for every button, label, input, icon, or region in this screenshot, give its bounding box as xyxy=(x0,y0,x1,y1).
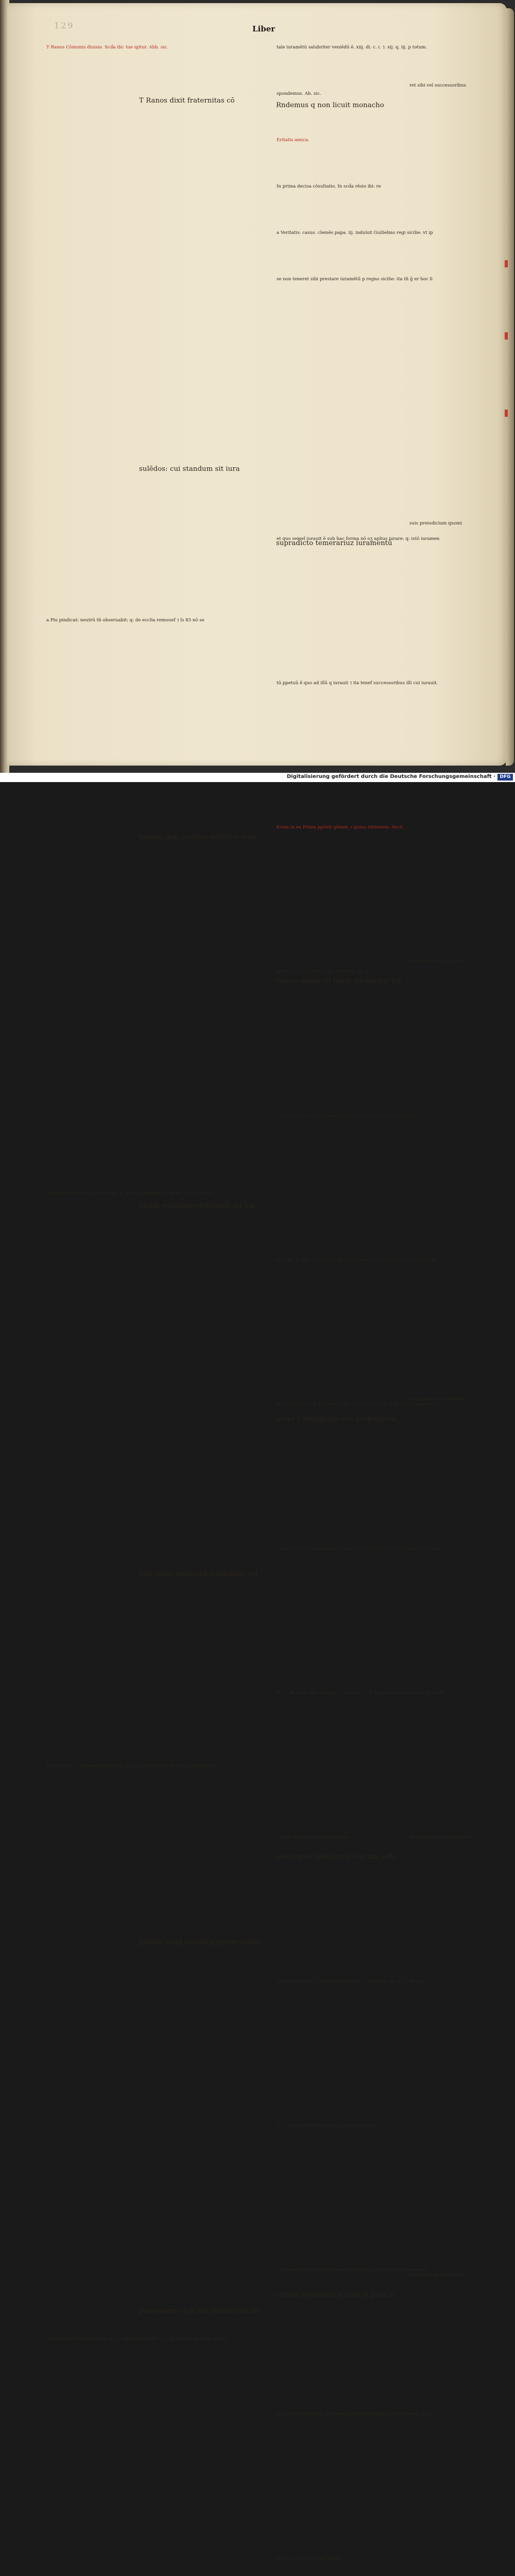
page-tab-marker xyxy=(505,410,508,417)
gloss-line: T Ranos Cōmunis diuisio. Scḋa ibi: tue igitur. Abb. sic. xyxy=(46,45,168,50)
dfg-logo: DFG xyxy=(497,774,513,781)
gloss-line: da rñsionis illationem ibi. ceterum. Ab. si. xyxy=(277,969,371,974)
gloss-line: et quo semel iurauit ē sub hac forma nō oʒ aplius iurare: q: istō iuramen xyxy=(277,536,440,541)
gloss-line: in iuramēto iteruenire. xxij. q. iij. aīaduertendum. ⁊.q. iiij. in mal. sicut. n. in iura xyxy=(46,2336,228,2342)
text-line: iurādi religione cōstringūt ad ma xyxy=(139,1202,255,1210)
page-fore-edge xyxy=(506,8,514,766)
gloss-line: in. c. nos sanctorū iuratos. ⁊ Aler. s. eo. si vo. xyxy=(277,2123,378,2128)
gloss-line: Erum in ea Prima ppōnit qōnem ⁊ ipsius rñsionem. Secū xyxy=(277,825,403,830)
text-line: geret ⁊ stabilitatis sue propositum xyxy=(276,1415,396,1423)
right-side-gloss xyxy=(409,82,483,2278)
gloss-line: vanum metū non auditur aliquis. xyxy=(277,1835,350,1840)
rubric-heading: Eritatis amica. xyxy=(277,138,310,143)
gloss-line: r Absoluerunt. Quidā exposuerūt de facto: q: ipō iure non tenebanī xyxy=(277,2267,426,2273)
gloss-line: p Jnuiti. p talē. s. metū qui possit cadere in cōstante virū. s. qḋ me. cau. xyxy=(277,1258,438,1263)
gloss-line: a Veritatis: casus. clemēs papa. iij. indulsit Guilielmo regi sicilie: vt ip xyxy=(277,230,433,235)
gloss-line: ret sibi vel successoribus xyxy=(409,83,466,88)
text-line: mento: quū clericos religiosi iuris xyxy=(139,834,257,841)
gloss-line: nus heredes sui sibi ⁊ suc xyxy=(409,959,467,964)
gloss-line: tū ppetuū ē quo ad illū q iurauit ⁊ ita tenef successoribus illi cui iurauit. xyxy=(277,681,438,686)
gloss-line: cisset pm̄ stuari nō oʒ 3ruui uri. Ij. de ccli. phibem ⁊.c. grani. ⁊.c. cl clerici. xyxy=(46,1191,215,1196)
gloss-line: se non teneret sibi prestare iuramētū p regno sicilie: ita tñ ḡ er hoc li xyxy=(277,277,433,282)
page-tab-marker xyxy=(505,260,508,267)
gloss-line: spondemus. Ab. sic. xyxy=(277,91,321,96)
gloss-line: indulgētia questio mota xyxy=(409,2273,463,2278)
text-line: euacuaret. Jdōq circa euz tua solli xyxy=(276,1853,396,1861)
gloss-line: b Pro piurio. i. temerario iuramēto. nō. n. habunt iusticiā secū ⁊ alia ḡ debet xyxy=(46,1764,217,1769)
page-tab-marker xyxy=(505,332,508,340)
gloss-line: re. s. de resti. spo. accepta. ⁊ sollicite. ⁊. ff. qḋ me. cau. metus aūt q contra xyxy=(277,1690,445,1696)
gloss-line: o Absoluanī. i. absolutione indigeant an ipso iure sint absoluti. xyxy=(277,1113,417,1118)
gloss-line: si iusto metu iurarūt. Nos vero, pprie intelligimus vt dictum est. s. eo. xyxy=(277,2412,434,2417)
text-line: pensionem: quū aut instituūtur ab xyxy=(139,2307,259,2315)
gloss-line: suis preiudicium quomi xyxy=(409,521,462,526)
gloss-line: ad audienciā. ⁊. ff. qḋ metus cau. metus aūt. alias si sponte iurassent vt p xyxy=(277,1402,441,1407)
center-text-column xyxy=(139,96,274,2315)
footer-credit: Digitalisierung gefördert durch die Deutsche Forschungsgemeinschaft · xyxy=(286,774,495,779)
footer-bar xyxy=(0,773,515,782)
running-title: Liber xyxy=(252,24,276,33)
text-line: Rndemus q non licuit monacho xyxy=(276,101,384,109)
gloss-line: In prima decisa cōsultatio. In scḋa rēsio ibi: re xyxy=(277,184,381,189)
gloss-line: a Piu pindicat: neutrū tn̄ obseruabit: q: de ecclia remouef ⁊ ls 83 nō se xyxy=(46,618,204,623)
text-line: sulēdos: cui standum sit iura xyxy=(139,465,240,473)
text-line: T Ranos dixit fraternitas cō xyxy=(139,97,235,105)
gloss-line: vanū metū non absoluerenī a iuramēto imo illud necesse haberent serua xyxy=(277,1546,439,1551)
gloss-line: tale iuramētū salubriter veniēdū ē. xiij. di. c. i. ⁊. xij. q. iij. p totum. xyxy=(277,45,427,50)
gloss-line: q Antecessores. i. zacharias Gregorius ⁊ Urbanus. xv. q. vi. alius ⁊ xyxy=(277,1979,424,1984)
text-line: citudo prouideat: q talis ei pnia in xyxy=(276,2291,395,2299)
text-line: facere marie cū fidez, pfessionis frā xyxy=(276,977,402,985)
gloss-line: facere tenerent: super ista xyxy=(409,1835,470,1840)
text-line: iorē solito pensionē soluēdam: vel xyxy=(139,1570,258,1578)
gloss-line: cessoribus suis fidelitatē xyxy=(409,1397,465,1402)
text-line: pstādū aliqd beneficij preter solitā xyxy=(139,1939,260,1946)
folio-number: 129 xyxy=(54,21,75,30)
gloss-line: si vo. ⁊. s. qḋ me. cau. abbas. xyxy=(277,2556,342,2561)
text-line: supradicto temerariuz iuramentū xyxy=(276,539,392,547)
